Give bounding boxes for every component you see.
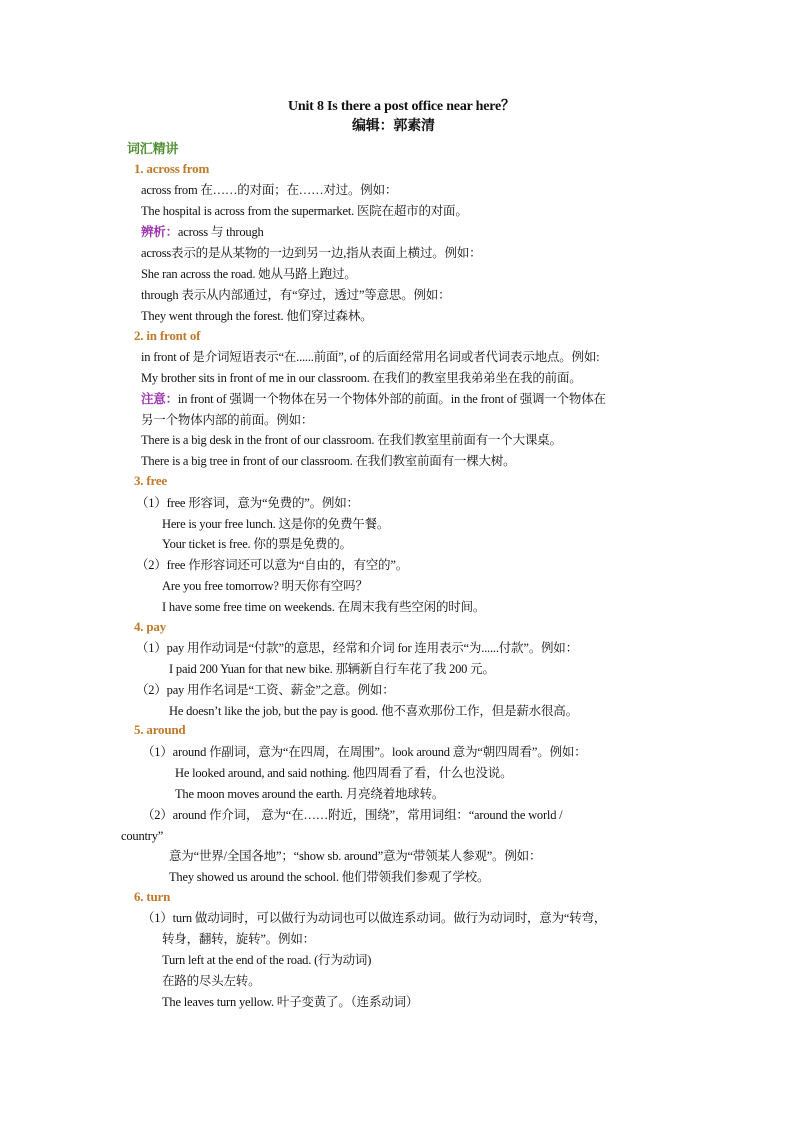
example-line: My brother sits in front of me in our classroom. 在我们的教室里我弟弟坐在我的前面。 xyxy=(141,371,582,385)
text-line: across表示的是从某物的一边到另一边,指从表面上横过。例如： xyxy=(141,246,482,260)
example-line: Turn left at the end of the road. (行为动词) xyxy=(162,953,372,967)
example-line: There is a big desk in the front of our classroom. 在我们教室里前面有一个大课桌。 xyxy=(141,433,562,447)
example-line: They went through the forest. 他们穿过森林。 xyxy=(141,309,373,323)
text-line: 意为“世界/全国各地”；“show sb. around”意为“带领某人参观”。例如： xyxy=(169,849,542,863)
heading-around: 5. around xyxy=(134,722,186,737)
text-line: （1）free 形容词，意为“免费的”。例如： xyxy=(136,496,359,510)
note-text: in front of 强调一个物体在另一个物体外部的前面。in the front of 强调一个物体在 xyxy=(177,392,606,406)
text-line: in front of 是介词短语表示“在......前面”, of 的后面经常用名词或者代词表示地点。例如: xyxy=(141,350,600,364)
text-line: （2）pay 用作名词是“工资、薪金”之意。例如： xyxy=(136,683,395,697)
example-line: The hospital is across from the supermarket. 医院在超市的对面。 xyxy=(141,204,468,218)
section-heading: 词汇精讲 xyxy=(127,141,179,156)
text-line: across from 在……的对面；在……对过。例如： xyxy=(141,183,398,197)
example-line: They showed us around the school. 他们带领我们参观了学校。 xyxy=(169,870,490,884)
text-line: （1）turn 做动词时，可以做行为动词也可以做连系动词。做行为动词时，意为“转弯， xyxy=(142,911,607,925)
example-line: Here is your free lunch. 这是你的免费午餐。 xyxy=(162,517,390,531)
example-line: Are you free tomorrow? 明天你有空吗？ xyxy=(162,579,368,593)
note-text: across 与 through xyxy=(177,225,264,239)
example-line: He looked around, and said nothing. 他四周看了看，什么也没说。 xyxy=(175,766,513,780)
heading-pay: 4. pay xyxy=(134,619,167,634)
heading-in-front-of: 2. in front of xyxy=(134,328,201,343)
text-line: 另一个物体内部的前面。例如： xyxy=(141,413,314,427)
text-line: through 表示从内部通过，有“穿过，透过”等意思。例如： xyxy=(141,288,451,302)
note-line xyxy=(141,224,264,240)
example-line: He doesn’t like the job, but the pay is good. 他不喜欢那份工作，但是薪水很高。 xyxy=(169,704,578,718)
note-label: 辨析： xyxy=(141,225,178,239)
example-line: The leaves turn yellow. 叶子变黄了。（连系动词） xyxy=(162,995,419,1009)
heading-free: 3. free xyxy=(134,473,168,488)
example-line: I paid 200 Yuan for that new bike. 那辆新自行车花了我 200 元。 xyxy=(169,662,495,676)
text-line: （2）free 作形容词还可以意为“自由的，有空的”。 xyxy=(136,558,408,572)
editor-line: 编辑：郭素清 xyxy=(352,119,435,134)
heading-turn: 6. turn xyxy=(134,889,171,904)
page-title: Unit 8 Is there a post office near here？ xyxy=(288,99,515,114)
example-line: 在路的尽头左转。 xyxy=(162,974,261,988)
example-line: There is a big tree in front of our classroom. 在我们教室前面有一棵大树。 xyxy=(141,454,516,468)
example-line: She ran across the road. 她从马路上跑过。 xyxy=(141,267,357,281)
example-line: I have some free time on weekends. 在周末我有些空闲的时间。 xyxy=(162,600,486,614)
text-line: （1）around 作副词，意为“在四周，在周围”。look around 意为“朝四周看”。例如： xyxy=(142,745,587,759)
note-line xyxy=(141,391,606,407)
example-line: Your ticket is free. 你的票是免费的。 xyxy=(162,537,352,551)
text-line: （2）around 作介词， 意为“在……附近，围绕”，常用词组：“around the world / xyxy=(142,808,563,822)
note-label: 注意： xyxy=(141,392,178,406)
text-line: 转身，翻转，旋转”。例如： xyxy=(162,932,315,946)
text-line: （1）pay 用作动词是“付款”的意思，经常和介词 for 连用表示“为......付款”。例如： xyxy=(136,641,578,655)
heading-across-from: 1. across from xyxy=(134,161,210,176)
text-line: country” xyxy=(121,829,164,843)
example-line: The moon moves around the earth. 月亮绕着地球转。 xyxy=(175,787,445,801)
